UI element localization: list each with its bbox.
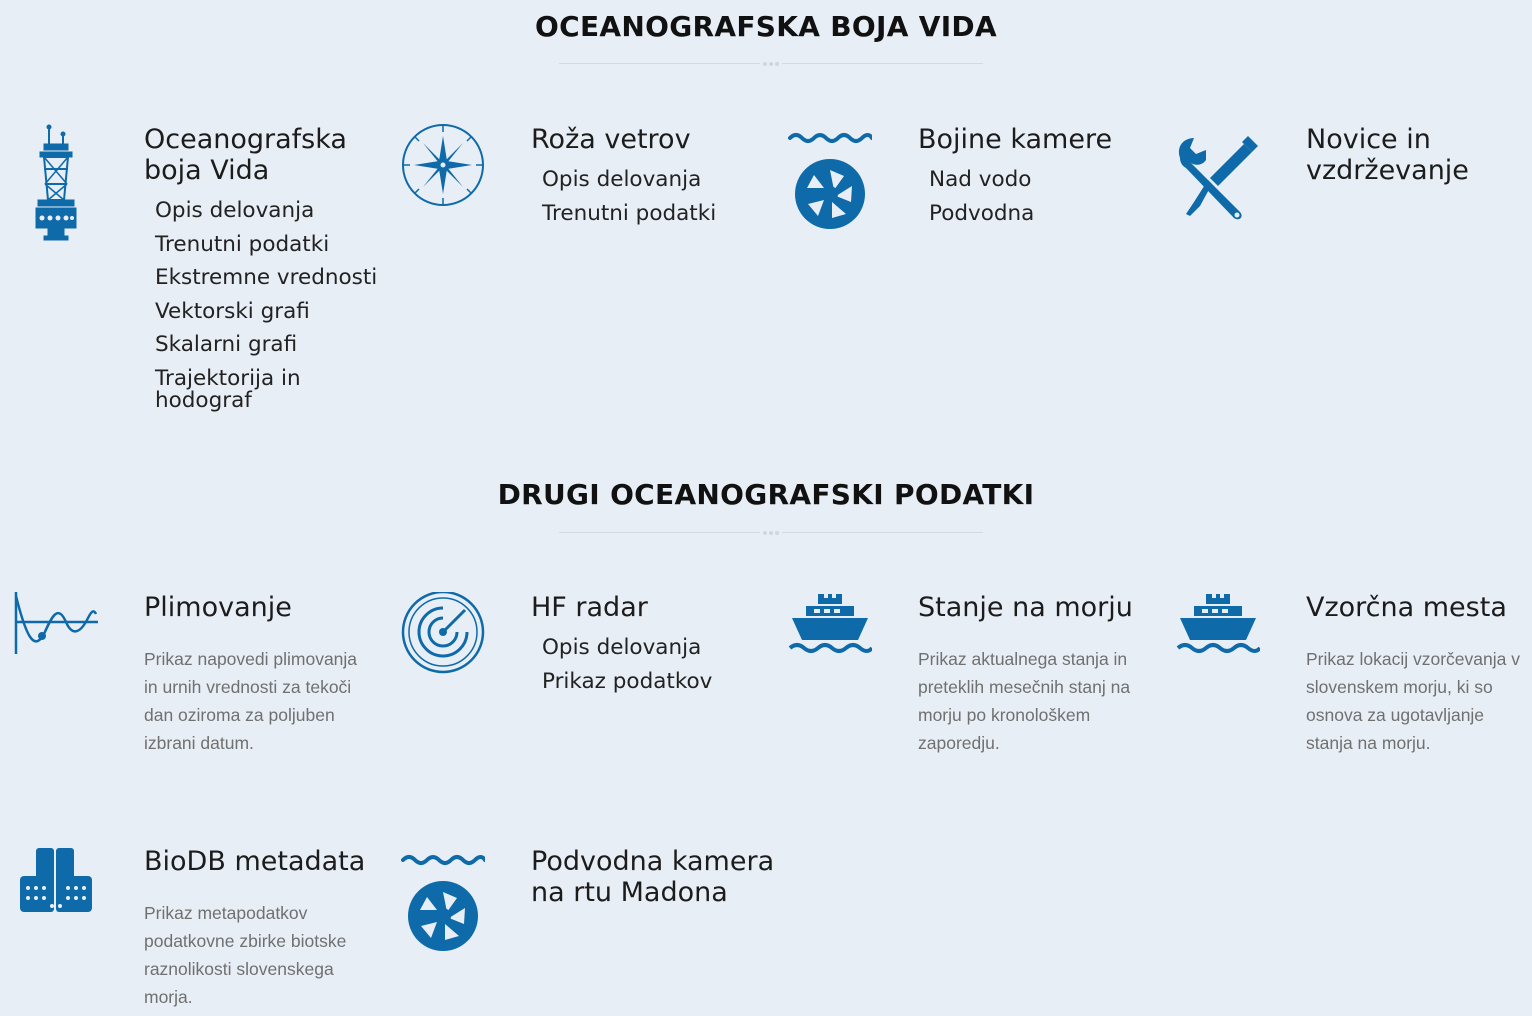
link-ekstremne-vrednosti[interactable]: Ekstremne vrednosti [155,265,378,290]
link-prikaz-podatkov[interactable]: Prikaz podatkov [542,668,713,694]
card-description: Prikaz metapodatkov podatkovne zbirke biotske raznolikosti slovenskega morja. [144,903,347,1007]
card-title[interactable]: Podvodna kamera na rtu Madona [531,846,775,908]
section-divider [559,59,983,69]
link-trenutni-podatki[interactable]: Trenutni podatki [155,231,330,257]
link-podvodna[interactable]: Podvodna [929,200,1035,226]
link-vektorski-grafi[interactable]: Vektorski grafi [155,298,310,324]
card-description: Prikaz aktualnega stanja in preteklih mesečnih stanj na morju po kronološkem zaporedju. [918,649,1131,753]
card-title[interactable]: Stanje na morju [918,592,1133,623]
card-title[interactable]: BioDB metadata [144,846,366,877]
camera-aperture-waves-icon[interactable] [788,124,880,244]
card-title[interactable]: HF radar [531,592,648,623]
link-trenutni-podatki[interactable]: Trenutni podatki [542,200,717,226]
card-title[interactable]: Roža vetrov [531,124,691,155]
tide-wave-icon[interactable] [14,592,106,712]
tools-icon[interactable] [1176,124,1268,244]
link-nad-vodo[interactable]: Nad vodo [929,167,1032,192]
card-title[interactable]: Vzorčna mesta [1306,592,1507,623]
section-title-buoy: OCEANOGRAFSKA BOJA VIDA [535,10,997,43]
ship-icon[interactable] [788,592,880,712]
link-opis-delovanja[interactable]: Opis delovanja [542,167,702,192]
database-icon[interactable] [14,846,106,966]
camera-aperture-waves-icon[interactable] [401,846,493,966]
section-divider [559,528,983,538]
section-title-other: DRUGI OCEANOGRAFSKI PODATKI [497,478,1035,511]
compass-rose-icon[interactable] [401,124,493,244]
link-opis-delovanja[interactable]: Opis delovanja [542,635,702,660]
buoy-icon[interactable] [14,124,106,244]
link-skalarni-grafi[interactable]: Skalarni grafi [155,332,298,357]
card-description: Prikaz napovedi plimovanja in urnih vrednosti za tekoči dan oziroma za poljuben izbrani datum. [144,649,358,753]
radar-icon[interactable] [401,592,493,712]
card-description: Prikaz lokacij vzorčevanja v slovenskem morju, ki so osnova za ugotavljanje stanja na morju. [1306,649,1520,753]
card-title[interactable]: Plimovanje [144,592,292,623]
card-title[interactable]: Oceanografska boja Vida [144,124,347,186]
ship-icon[interactable] [1176,592,1268,712]
card-title[interactable]: Bojine kamere [918,124,1113,155]
card-title[interactable]: Novice in vzdrževanje [1306,124,1469,186]
link-trajektorija[interactable]: Trajektorija in hodograf [155,365,301,413]
link-opis-delovanja[interactable]: Opis delovanja [155,198,315,223]
